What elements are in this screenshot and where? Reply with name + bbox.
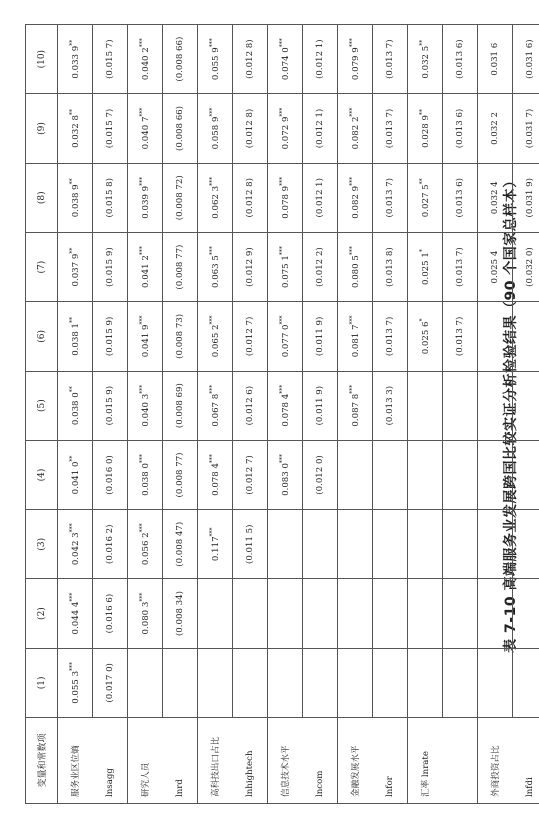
standard-error-cell: (0.015 9) xyxy=(93,232,128,301)
standard-error-cell: (0.008 77) xyxy=(163,232,198,301)
standard-error-cell xyxy=(513,648,539,717)
coefficient-cell: 0.028 9** xyxy=(408,94,443,163)
standard-error-cell xyxy=(513,440,539,509)
variable-name: 外商投资占比 xyxy=(478,718,513,804)
coefficient-cell xyxy=(408,648,443,717)
standard-error-cell: (0.011 5) xyxy=(233,510,268,579)
coefficient-cell xyxy=(338,579,373,648)
coefficient-cell: 0.040 2*** xyxy=(128,25,163,94)
significance-stars: *** xyxy=(209,176,217,186)
model-column-header: (9) xyxy=(26,94,58,163)
coefficient-cell xyxy=(198,579,233,648)
coefficient-cell xyxy=(478,302,513,371)
standard-error-row xyxy=(373,25,408,804)
significance-stars: *** xyxy=(349,38,357,48)
coefficient-cell: 0.082 9*** xyxy=(338,163,373,232)
variable-name: 金融发展水平 xyxy=(338,718,373,804)
standard-error-cell: (0.012 0) xyxy=(303,440,338,509)
coefficient-cell: 0.078 9*** xyxy=(268,163,303,232)
standard-error-cell xyxy=(443,579,478,648)
coefficient-cell: 0.032 2 xyxy=(478,94,513,163)
coefficient-row xyxy=(58,25,93,804)
significance-stars: *** xyxy=(349,315,357,325)
coefficient-cell: 0.067 8*** xyxy=(198,371,233,440)
standard-error-cell: (0.012 7) xyxy=(233,440,268,509)
significance-stars: *** xyxy=(349,384,357,394)
coefficient-cell: 0.082 2*** xyxy=(338,94,373,163)
coefficient-cell: 0.080 5*** xyxy=(338,232,373,301)
standard-error-cell: (0.015 9) xyxy=(93,371,128,440)
standard-error-row xyxy=(233,25,268,804)
coefficient-row xyxy=(408,25,443,804)
standard-error-cell: (0.012 8) xyxy=(233,163,268,232)
standard-error-cell: (0.013 7) xyxy=(373,94,408,163)
standard-error-row xyxy=(513,25,539,804)
significance-stars: ** xyxy=(419,178,427,185)
significance-stars: *** xyxy=(139,454,147,464)
significance-stars: *** xyxy=(139,592,147,602)
coefficient-cell: 0.065 2*** xyxy=(198,302,233,371)
standard-error-cell: (0.011 9) xyxy=(303,302,338,371)
coefficient-cell: 0.025 4 xyxy=(478,232,513,301)
significance-stars: *** xyxy=(349,246,357,256)
coefficient-cell: 0.055 3*** xyxy=(58,648,93,717)
header-row xyxy=(26,25,58,804)
standard-error-cell: (0.016 6) xyxy=(93,579,128,648)
standard-error-cell: (0.031 6) xyxy=(513,25,539,94)
coefficient-cell: 0.032 8** xyxy=(58,94,93,163)
coefficient-cell xyxy=(268,648,303,717)
coefficient-cell: 0.063 5*** xyxy=(198,232,233,301)
coefficient-row xyxy=(268,25,303,804)
coefficient-cell: 0.075 1*** xyxy=(268,232,303,301)
significance-stars: *** xyxy=(69,592,77,602)
significance-stars: *** xyxy=(279,315,287,325)
coefficient-cell: 0.037 9** xyxy=(58,232,93,301)
standard-error-cell: (0.016 2) xyxy=(93,510,128,579)
standard-error-cell: (0.012 8) xyxy=(233,25,268,94)
significance-stars: ** xyxy=(419,39,427,46)
standard-error-cell: (0.008 72) xyxy=(163,163,198,232)
variable-name: 研究人员 xyxy=(128,718,163,804)
standard-error-cell: (0.031 9) xyxy=(513,163,539,232)
table-title: 表 7-10 高端服务业发展跨国比较实证分析检验结果（90 个国家总样本） xyxy=(503,173,519,653)
model-column-header: (6) xyxy=(26,302,58,371)
standard-error-cell: (0.008 34) xyxy=(163,579,198,648)
standard-error-cell xyxy=(513,510,539,579)
coefficient-cell xyxy=(478,510,513,579)
standard-error-row xyxy=(93,25,128,804)
significance-stars: *** xyxy=(349,107,357,117)
coefficient-row xyxy=(338,25,373,804)
coefficient-row xyxy=(478,25,513,804)
coefficient-cell: 0.117*** xyxy=(198,510,233,579)
variable-code: lnhightech xyxy=(233,718,268,804)
significance-stars: *** xyxy=(279,38,287,48)
coefficient-cell: 0.042 3*** xyxy=(58,510,93,579)
variable-name: 信息技术水平 xyxy=(268,718,303,804)
standard-error-row xyxy=(163,25,198,804)
coefficient-cell xyxy=(478,440,513,509)
standard-error-cell: (0.016 0) xyxy=(93,440,128,509)
standard-error-cell: (0.013 7) xyxy=(443,302,478,371)
coefficient-cell: 0.044 4*** xyxy=(58,579,93,648)
significance-stars: *** xyxy=(279,107,287,117)
model-column-header: (5) xyxy=(26,371,58,440)
significance-stars: *** xyxy=(139,384,147,394)
coefficient-cell: 0.041 2*** xyxy=(128,232,163,301)
model-column-header: (7) xyxy=(26,232,58,301)
standard-error-cell: (0.015 7) xyxy=(93,25,128,94)
coefficient-cell: 0.081 7*** xyxy=(338,302,373,371)
coefficient-cell: 0.038 0** xyxy=(58,371,93,440)
standard-error-cell: (0.013 6) xyxy=(443,25,478,94)
standard-error-cell xyxy=(513,579,539,648)
significance-stars: ** xyxy=(69,455,77,462)
coefficient-cell: 0.038 0*** xyxy=(128,440,163,509)
standard-error-cell xyxy=(373,648,408,717)
coefficient-cell: 0.025 6* xyxy=(408,302,443,371)
standard-error-cell xyxy=(513,302,539,371)
standard-error-cell: (0.013 3) xyxy=(373,371,408,440)
variable-code: lncom xyxy=(303,718,338,804)
standard-error-cell: (0.015 7) xyxy=(93,94,128,163)
variable-name: 高科技出口占比 xyxy=(198,718,233,804)
coefficient-cell: 0.087 8*** xyxy=(338,371,373,440)
significance-stars: *** xyxy=(139,246,147,256)
standard-error-cell: (0.011 9) xyxy=(303,371,338,440)
significance-stars: *** xyxy=(139,38,147,48)
model-column-header: (1) xyxy=(26,648,58,717)
standard-error-cell xyxy=(303,579,338,648)
standard-error-cell: (0.017 0) xyxy=(93,648,128,717)
standard-error-cell xyxy=(163,648,198,717)
coefficient-cell: 0.027 5** xyxy=(408,163,443,232)
coefficient-cell: 0.077 0*** xyxy=(268,302,303,371)
significance-stars: *** xyxy=(69,523,77,533)
standard-error-cell: (0.031 7) xyxy=(513,94,539,163)
coefficient-cell: 0.032 5** xyxy=(408,25,443,94)
coefficient-cell: 0.039 9*** xyxy=(128,163,163,232)
coefficient-cell: 0.074 0*** xyxy=(268,25,303,94)
coefficient-cell: 0.040 3*** xyxy=(128,371,163,440)
variable-column-header: 变量和常数项 xyxy=(26,718,58,804)
coefficient-cell: 0.041 0** xyxy=(58,440,93,509)
coefficient-cell xyxy=(268,579,303,648)
table-body xyxy=(58,25,539,804)
significance-stars: ** xyxy=(69,39,77,46)
standard-error-cell: (0.012 8) xyxy=(233,94,268,163)
variable-name: 服务业区位熵 xyxy=(58,718,93,804)
significance-stars: *** xyxy=(349,176,357,186)
significance-stars: ** xyxy=(69,109,77,116)
coefficient-cell xyxy=(478,371,513,440)
significance-stars: *** xyxy=(139,107,147,117)
standard-error-cell: (0.012 1) xyxy=(303,163,338,232)
coefficient-cell: 0.062 3*** xyxy=(198,163,233,232)
standard-error-cell: (0.012 6) xyxy=(233,371,268,440)
variable-code: lnsagg xyxy=(93,718,128,804)
standard-error-cell xyxy=(443,648,478,717)
model-column-header: (2) xyxy=(26,579,58,648)
significance-stars: ** xyxy=(69,178,77,185)
standard-error-cell: (0.008 77) xyxy=(163,440,198,509)
significance-stars: *** xyxy=(209,527,217,537)
significance-stars: *** xyxy=(209,246,217,256)
standard-error-cell: (0.008 47) xyxy=(163,510,198,579)
standard-error-cell: (0.013 7) xyxy=(443,232,478,301)
standard-error-cell: (0.013 6) xyxy=(443,94,478,163)
standard-error-cell xyxy=(373,579,408,648)
variable-code: lnrd xyxy=(163,718,198,804)
coefficient-cell: 0.078 4*** xyxy=(198,440,233,509)
significance-stars: *** xyxy=(209,454,217,464)
significance-stars: *** xyxy=(209,38,217,48)
standard-error-cell: (0.008 69) xyxy=(163,371,198,440)
coefficient-cell: 0.033 9** xyxy=(58,25,93,94)
coefficient-cell: 0.079 9*** xyxy=(338,25,373,94)
coefficient-cell xyxy=(338,648,373,717)
standard-error-cell: (0.013 8) xyxy=(373,232,408,301)
standard-error-cell xyxy=(303,648,338,717)
standard-error-cell: (0.008 73) xyxy=(163,302,198,371)
coefficient-cell: 0.058 9*** xyxy=(198,94,233,163)
variable-name: 汇率 lnrate xyxy=(408,718,443,804)
coefficient-cell xyxy=(198,648,233,717)
standard-error-row xyxy=(303,25,338,804)
standard-error-cell xyxy=(443,371,478,440)
significance-stars: *** xyxy=(279,176,287,186)
coefficient-cell xyxy=(408,440,443,509)
significance-stars: *** xyxy=(69,661,77,671)
standard-error-cell: (0.012 9) xyxy=(233,232,268,301)
standard-error-cell xyxy=(303,510,338,579)
significance-stars: *** xyxy=(139,315,147,325)
standard-error-cell: (0.015 8) xyxy=(93,163,128,232)
standard-error-cell: (0.032 0) xyxy=(513,232,539,301)
coefficient-cell: 0.080 3*** xyxy=(128,579,163,648)
regression-table xyxy=(25,24,539,804)
standard-error-cell xyxy=(373,510,408,579)
coefficient-row xyxy=(198,25,233,804)
model-column-header: (10) xyxy=(26,25,58,94)
coefficient-cell: 0.078 4*** xyxy=(268,371,303,440)
significance-stars: * xyxy=(419,318,427,322)
coefficient-cell xyxy=(128,648,163,717)
variable-code xyxy=(443,718,478,804)
coefficient-cell: 0.025 1* xyxy=(408,232,443,301)
standard-error-cell: (0.012 1) xyxy=(303,25,338,94)
standard-error-cell xyxy=(443,510,478,579)
standard-error-cell: (0.015 9) xyxy=(93,302,128,371)
significance-stars: ** xyxy=(69,386,77,393)
significance-stars: *** xyxy=(209,315,217,325)
model-column-header: (3) xyxy=(26,510,58,579)
standard-error-cell xyxy=(233,579,268,648)
significance-stars: * xyxy=(419,249,427,253)
coefficient-cell: 0.032 4 xyxy=(478,163,513,232)
coefficient-cell xyxy=(478,579,513,648)
standard-error-cell: (0.012 7) xyxy=(233,302,268,371)
standard-error-cell: (0.012 2) xyxy=(303,232,338,301)
standard-error-cell: (0.013 7) xyxy=(373,25,408,94)
standard-error-cell: (0.013 7) xyxy=(373,163,408,232)
standard-error-cell: (0.008 66) xyxy=(163,25,198,94)
significance-stars: *** xyxy=(279,384,287,394)
significance-stars: ** xyxy=(69,316,77,323)
variable-code: lnfor xyxy=(373,718,408,804)
coefficient-cell: 0.055 9*** xyxy=(198,25,233,94)
coefficient-cell xyxy=(408,510,443,579)
model-column-header: (8) xyxy=(26,163,58,232)
standard-error-row xyxy=(443,25,478,804)
coefficient-cell: 0.072 9*** xyxy=(268,94,303,163)
significance-stars: *** xyxy=(279,246,287,256)
standard-error-cell xyxy=(373,440,408,509)
coefficient-cell: 0.038 9** xyxy=(58,163,93,232)
coefficient-cell xyxy=(268,510,303,579)
coefficient-cell xyxy=(338,440,373,509)
standard-error-cell: (0.012 1) xyxy=(303,94,338,163)
coefficient-cell: 0.041 9*** xyxy=(128,302,163,371)
standard-error-cell xyxy=(443,440,478,509)
coefficient-cell xyxy=(408,579,443,648)
significance-stars: ** xyxy=(69,247,77,254)
standard-error-cell: (0.008 66) xyxy=(163,94,198,163)
significance-stars: ** xyxy=(419,109,427,116)
significance-stars: *** xyxy=(209,107,217,117)
significance-stars: *** xyxy=(139,176,147,186)
significance-stars: *** xyxy=(139,523,147,533)
coefficient-cell xyxy=(408,371,443,440)
coefficient-cell: 0.056 2*** xyxy=(128,510,163,579)
standard-error-cell xyxy=(233,648,268,717)
coefficient-row xyxy=(128,25,163,804)
standard-error-cell: (0.013 6) xyxy=(443,163,478,232)
coefficient-cell: 0.031 6 xyxy=(478,25,513,94)
coefficient-cell: 0.038 1** xyxy=(58,302,93,371)
coefficient-cell xyxy=(338,510,373,579)
coefficient-cell: 0.083 0*** xyxy=(268,440,303,509)
standard-error-cell xyxy=(513,371,539,440)
variable-code: lnfdi xyxy=(513,718,539,804)
model-column-header: (4) xyxy=(26,440,58,509)
significance-stars: *** xyxy=(209,384,217,394)
significance-stars: *** xyxy=(279,454,287,464)
standard-error-cell: (0.013 7) xyxy=(373,302,408,371)
coefficient-cell xyxy=(478,648,513,717)
coefficient-cell: 0.040 7*** xyxy=(128,94,163,163)
